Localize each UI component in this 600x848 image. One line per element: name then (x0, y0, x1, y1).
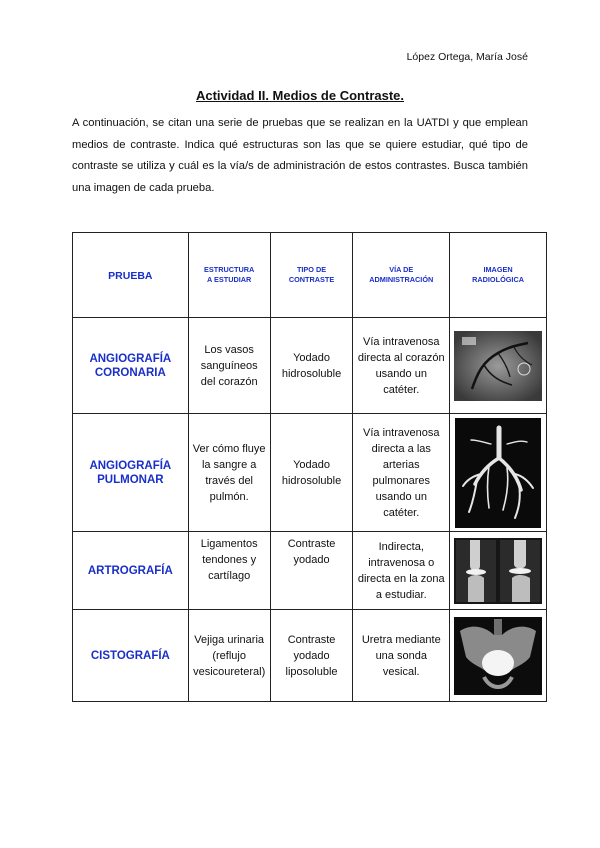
contrast-type-cell: Yodado hidrosoluble (270, 318, 353, 414)
image-cell (450, 532, 547, 610)
table-row (73, 532, 547, 610)
contrast-type-cell: Contraste yodado liposoluble (270, 610, 353, 702)
header-via: VÍA DE ADMINISTRACIÓN (353, 233, 450, 318)
author-name: López Ortega, María José (406, 51, 528, 63)
pulmonary-angiography-image (455, 418, 541, 528)
table-row (73, 318, 547, 414)
cystography-image (454, 617, 542, 695)
structure-cell: Vejiga urinaria (reflujo vesicoureteral) (188, 610, 270, 702)
image-cell (450, 610, 547, 702)
image-cell (450, 318, 547, 414)
test-name: ANGIOGRAFÍA CORONARIA (73, 318, 189, 414)
header-tipo: TIPO DE CONTRASTE (270, 233, 353, 318)
structure-cell: Ligamentos tendones y cartílago (188, 532, 270, 610)
table-row (73, 610, 547, 702)
table-row (73, 414, 547, 532)
intro-paragraph: A continuación, se citan una serie de pruebas que se realizan en la UATDI y que emplean medios de contraste. Indica qué estructuras son las que se quiere estudiar, qué tipo de contraste se utiliza y cuál es la vía/s de administración de estos contrastes. Busca también una imagen de cada prueba. (72, 117, 528, 194)
test-name: ANGIOGRAFÍA PULMONAR (73, 414, 189, 532)
route-cell: Indirecta, intravenosa o directa en la zona a estudiar. (353, 532, 450, 610)
coronary-angiography-image (454, 331, 542, 401)
route-cell: Vía intravenosa directa al corazón usando un catéter. (353, 318, 450, 414)
contrast-type-cell: Contraste yodado (270, 532, 353, 610)
image-cell (450, 414, 547, 532)
route-cell: Uretra mediante una sonda vesical. (353, 610, 450, 702)
page-title: Actividad II. Medios de Contraste. (195, 88, 405, 103)
arthrography-image (454, 538, 542, 604)
contrast-type-cell: Yodado hidrosoluble (270, 414, 353, 532)
header-prueba: PRUEBA (73, 233, 189, 318)
test-name: CISTOGRAFÍA (73, 610, 189, 702)
route-cell: Vía intravenosa directa a las arterias pulmonares usando un catéter. (353, 414, 450, 532)
header-estructura: ESTRUCTURA A ESTUDIAR (188, 233, 270, 318)
test-name: ARTROGRAFÍA (73, 532, 189, 610)
contrast-table (72, 232, 547, 702)
structure-cell: Ver cómo fluye la sangre a través del pulmón. (188, 414, 270, 532)
header-imagen: IMAGEN RADIOLÓGICA (450, 233, 547, 318)
structure-cell: Los vasos sanguíneos del corazón (188, 318, 270, 414)
table-header-row (73, 233, 547, 318)
